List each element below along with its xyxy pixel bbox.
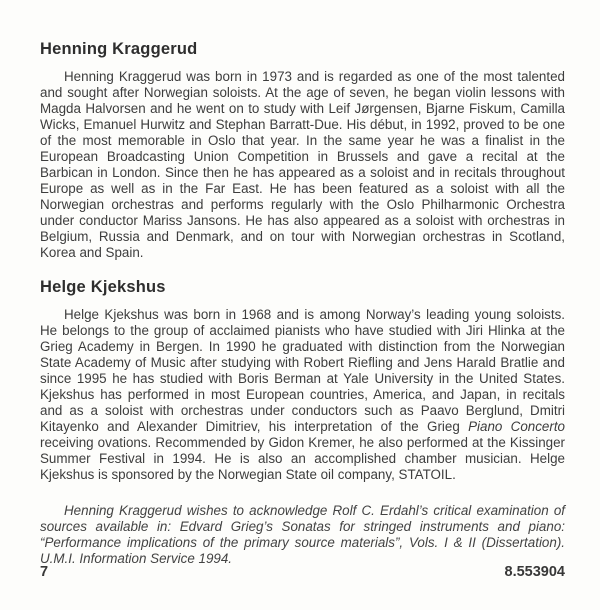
- section-heading-henning-kraggerud: Henning Kraggerud: [40, 40, 198, 58]
- acknowledgement-paragraph: Henning Kraggerud wishes to acknowledge Rolf C. Erdahl’s critical examination of sources available in: Edvard Grieg’s Sonatas for stringed instruments and piano: “Performance implications of the primary source materials”, Vols. I & II (Dissertation). U.M.I. Information Service 1994.: [40, 503, 565, 566]
- biography-text-before-work-title: Helge Kjekshus was born in 1968 and is among Norway’s leading young soloists. He belongs to the group of acclaimed pianists who have studied with Jiri Hlinka at the Grieg Academy in Bergen. In 1990 he graduated with distinction from the Norwegian State Academy of Music after studying with Robert Riefling and Jens Harald Bratlie and since 1995 he has studied with Boris Berman at Yale University in the United States. Kjekshus has performed in most European countries, America, and Japan, in recitals and as a soloist with orchestras under conductors such as Paavo Berglund, Dmitri Kitayenko and Alexander Dimitriev, his interpretation of the Grieg: [40, 307, 565, 434]
- page-number: 7: [40, 564, 49, 580]
- catalogue-number: 8.553904: [504, 564, 565, 580]
- biography-text-after-work-title: receiving ovations. Recommended by Gidon Kremer, he also performed at the Kissinger Summer Festival in 1994. He is also an accomplished chamber musician. Helge Kjekshus is sponsored by the Norwegian State oil company, STATOIL.: [40, 435, 565, 482]
- section-henning-kraggerud: [40, 40, 565, 261]
- section-helge-kjekshus: [40, 278, 565, 483]
- work-title-piano-concerto: Piano Concerto: [468, 419, 565, 434]
- biography-paragraph-helge-kjekshus: [40, 307, 565, 483]
- biography-paragraph-henning-kraggerud: Henning Kraggerud was born in 1973 and is regarded as one of the most talented and sought after Norwegian soloists. At the age of seven, he began violin lessons with Magda Halvorsen and he went on to study with Leif Jørgensen, Bjarne Fiskum, Camilla Wicks, Emanuel Hurwitz and Stephan Barratt-Due. His début, in 1992, proved to be one of the most memorable in Oslo that year. In the same year he was a finalist in the European Broadcasting Union Competition in Brussels and gave a recital at the Barbican in London. Since then he has appeared as a soloist and in recitals throughout Europe as well as in the Far East. He has been featured as a soloist with all the Norwegian orchestras and performs regularly with the Oslo Philharmonic Orchestra under conductor Mariss Jansons. He has also appeared as a soloist with orchestras in Belgium, Russia and Denmark, and on tour with Norwegian orchestras in Scotland, Korea and Spain.: [40, 69, 565, 260]
- section-heading-helge-kjekshus: Helge Kjekshus: [40, 278, 166, 296]
- page-footer: [40, 564, 565, 580]
